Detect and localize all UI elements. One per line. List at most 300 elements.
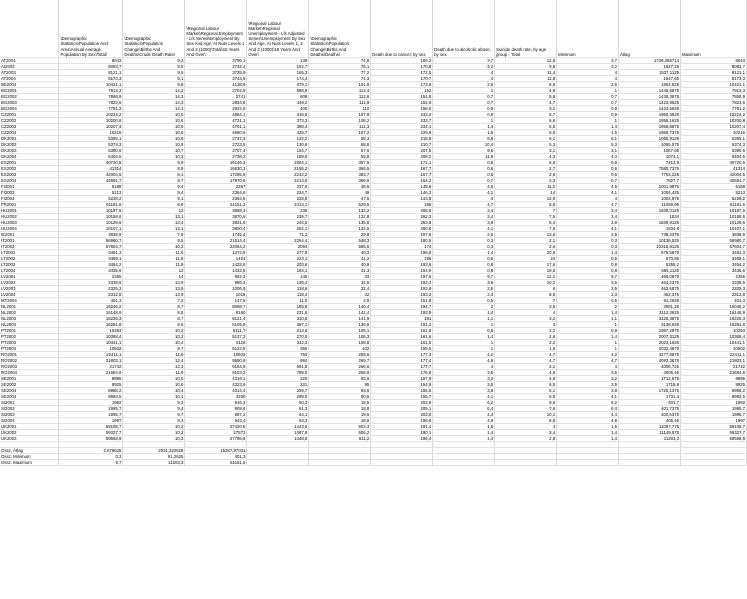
data-cell[interactable]: 4,9 [495, 88, 557, 94]
data-cell[interactable]: 74,8 [309, 58, 371, 64]
data-cell[interactable]: 40,9 [309, 262, 371, 268]
data-cell[interactable]: 132,2 [309, 208, 371, 214]
data-cell[interactable]: 2338,6 [681, 280, 747, 286]
data-cell[interactable]: 2312,8 [59, 292, 123, 298]
data-cell[interactable]: 5213 [681, 190, 747, 196]
data-cell[interactable]: 7580,7375 [619, 166, 681, 172]
data-cell[interactable]: 270,5 [247, 334, 309, 340]
data-cell[interactable]: 3081,25 [619, 304, 681, 310]
data-cell[interactable]: 233,2 [371, 112, 433, 118]
data-cell[interactable]: 61,3 [247, 406, 309, 412]
data-cell[interactable]: 8160 [185, 310, 247, 316]
summary-cell[interactable] [371, 460, 433, 466]
header-cell[interactable]: Átlag [619, 0, 681, 58]
data-cell[interactable]: 58,6 [309, 142, 371, 148]
data-cell[interactable]: 0,8 [433, 268, 495, 274]
data-cell[interactable]: 3868,3 [185, 208, 247, 214]
data-cell[interactable]: 6,1 [557, 136, 619, 142]
data-cell[interactable]: 8,5 [123, 322, 185, 328]
data-cell[interactable]: 4314,4 [185, 388, 247, 394]
data-cell[interactable]: 3,8 [557, 388, 619, 394]
summary-cell[interactable]: 15287,97031 [185, 448, 247, 454]
data-cell[interactable]: 5228,2 [59, 196, 123, 202]
header-cell[interactable]: \Regional Labour Market\Regional Employment - Lfs Series\Employment By Sex And Age, At Nuts Levels 1 And 2 (1000)\Total\15 Years And Over\ [185, 0, 247, 58]
data-cell[interactable]: 185,8 [247, 304, 309, 310]
data-cell[interactable]: 4 [557, 364, 619, 370]
row-label-cell[interactable]: LV2001 [0, 274, 59, 280]
data-cell[interactable]: 11,9 [433, 154, 495, 160]
data-cell[interactable]: 14,3 [123, 100, 185, 106]
data-cell[interactable]: 2,5 [433, 286, 495, 292]
data-cell[interactable]: 10136,525 [619, 238, 681, 244]
data-cell[interactable]: 61181,6 [681, 202, 747, 208]
data-cell[interactable]: 152 [371, 88, 433, 94]
data-cell[interactable]: 373,3 [247, 118, 309, 124]
data-cell[interactable]: 2737,3 [185, 136, 247, 142]
data-cell[interactable]: 5,3 [495, 142, 557, 148]
data-cell[interactable]: 2738,2 [185, 154, 247, 160]
data-cell[interactable]: 208,2 [371, 154, 433, 160]
data-cell[interactable]: 3735,9 [185, 70, 247, 76]
data-cell[interactable]: 3,2 [557, 64, 619, 70]
header-cell[interactable]: Death due to alcoholic abuse, by sex [433, 0, 495, 58]
data-cell[interactable]: 136,6 [309, 322, 371, 328]
data-cell[interactable]: 197,6 [371, 274, 433, 280]
data-cell[interactable]: 234,1 [371, 124, 433, 130]
data-cell[interactable]: 33 [309, 274, 371, 280]
data-cell[interactable]: 11149,975 [619, 430, 681, 436]
data-cell[interactable]: 1,5 [433, 424, 495, 430]
data-cell[interactable]: 4,1 [557, 394, 619, 400]
data-cell[interactable]: 1001,9875 [619, 184, 681, 190]
data-cell[interactable]: 5188 [681, 184, 747, 190]
data-cell[interactable]: 1 [557, 346, 619, 352]
summary-cell[interactable] [433, 460, 495, 466]
data-cell[interactable]: 9,7 [433, 274, 495, 280]
data-cell[interactable]: 2,3 [433, 292, 495, 298]
data-cell[interactable]: 108,8 [309, 340, 371, 346]
summary-cell[interactable] [495, 460, 557, 466]
data-cell[interactable]: 8 [495, 286, 557, 292]
header-cell[interactable]: \Demographic Statistics\Population And Area\Annual Average Population By Sex\Total\ [59, 0, 123, 58]
row-label-cell[interactable]: ES2003 [0, 172, 59, 178]
data-cell[interactable]: 10,9 [123, 124, 185, 130]
data-cell[interactable]: 4,7 [495, 100, 557, 106]
data-cell[interactable]: 40720,5 [681, 160, 747, 166]
row-label-cell[interactable]: DK2003 [0, 148, 59, 154]
data-cell[interactable]: 107,8 [309, 112, 371, 118]
data-cell[interactable]: 146,3 [371, 190, 433, 196]
data-cell[interactable]: 41314 [59, 166, 123, 172]
data-cell[interactable]: 4318,1 [185, 376, 247, 382]
data-cell[interactable]: 2 [433, 304, 495, 310]
data-cell[interactable]: 464,2375 [619, 280, 681, 286]
data-cell[interactable]: 401,3 [681, 298, 747, 304]
data-cell[interactable]: 4 [433, 196, 495, 202]
data-cell[interactable]: 10,1 [495, 412, 557, 418]
data-cell[interactable]: 529,5 [309, 202, 371, 208]
data-cell[interactable]: 57604,7 [681, 244, 747, 250]
data-cell[interactable]: 398,4 [247, 124, 309, 130]
data-cell[interactable]: 1432,6 [185, 262, 247, 268]
data-cell[interactable]: 7 [495, 208, 557, 214]
data-cell[interactable]: 8083,7 [681, 64, 747, 70]
row-label-cell[interactable]: CZ2003 [0, 124, 59, 130]
data-cell[interactable]: 10224,2 [59, 112, 123, 118]
data-cell[interactable]: 2355 [681, 274, 747, 280]
data-cell[interactable]: 0,3 [557, 238, 619, 244]
data-cell[interactable]: 3,6 [557, 280, 619, 286]
data-cell[interactable]: 1987,2875 [619, 328, 681, 334]
data-cell[interactable]: 0,6 [433, 172, 495, 178]
data-cell[interactable]: 1995,7 [681, 412, 747, 418]
data-cell[interactable]: 16281,8 [681, 322, 747, 328]
data-cell[interactable]: 357,6 [309, 160, 371, 166]
data-cell[interactable]: 3,9 [557, 220, 619, 226]
data-cell[interactable]: 3,2 [433, 64, 495, 70]
data-cell[interactable]: 8173,3 [681, 76, 747, 82]
data-cell[interactable]: 369,6 [309, 178, 371, 184]
data-cell[interactable]: 180,5 [371, 238, 433, 244]
data-cell[interactable]: 161,5 [371, 340, 433, 346]
data-cell[interactable]: 5,6 [495, 202, 557, 208]
data-cell[interactable]: 174 [371, 244, 433, 250]
data-cell[interactable]: 4093,3875 [619, 358, 681, 364]
data-cell[interactable]: 139 [247, 58, 309, 64]
data-cell[interactable]: 9,1 [123, 76, 185, 82]
data-cell[interactable]: 10,2 [123, 424, 185, 430]
data-cell[interactable]: 7,6 [495, 406, 557, 412]
data-cell[interactable]: 17,6 [495, 262, 557, 268]
data-cell[interactable]: 20,9 [495, 250, 557, 256]
data-cell[interactable]: 387,1 [247, 322, 309, 328]
data-cell[interactable]: 21684,9 [681, 370, 747, 376]
row-label-cell[interactable]: HU2004 [0, 226, 59, 232]
data-cell[interactable]: 1448,8 [247, 436, 309, 442]
data-cell[interactable]: 7763,225 [619, 172, 681, 178]
summary-cell[interactable] [681, 460, 747, 466]
data-cell[interactable]: 1995,7 [59, 412, 123, 418]
data-cell[interactable]: 5137,3 [185, 334, 247, 340]
data-cell[interactable]: 12,4 [123, 358, 185, 364]
data-cell[interactable]: 586,5 [309, 244, 371, 250]
data-cell[interactable]: 27573 [185, 430, 247, 436]
data-cell[interactable]: 3469,1 [59, 256, 123, 262]
data-cell[interactable]: 2364,6 [185, 190, 247, 196]
data-cell[interactable]: 2834,8 [185, 100, 247, 106]
data-cell[interactable]: 0,7 [433, 100, 495, 106]
data-cell[interactable]: 1487,8 [247, 430, 309, 436]
data-cell[interactable]: 2032,4875 [619, 346, 681, 352]
data-cell[interactable]: 10200,8 [59, 118, 123, 124]
data-cell[interactable]: 10,2 [123, 334, 185, 340]
data-cell[interactable]: 64,1 [247, 412, 309, 418]
data-cell[interactable]: 10158,6 [681, 214, 747, 220]
data-cell[interactable]: 1423,5625 [619, 106, 681, 112]
data-cell[interactable]: 191,4 [371, 424, 433, 430]
data-cell[interactable]: 8043 [681, 58, 747, 64]
data-cell[interactable]: 57,6 [309, 148, 371, 154]
data-cell[interactable]: 93,8 [309, 376, 371, 382]
data-cell[interactable]: 2,3 [557, 292, 619, 298]
data-cell[interactable]: 10,4 [123, 388, 185, 394]
data-cell[interactable]: 13,5 [495, 232, 557, 238]
data-cell[interactable]: 3,5 [433, 370, 495, 376]
data-cell[interactable]: 2325,3 [59, 286, 123, 292]
data-cell[interactable]: 3900,4 [185, 226, 247, 232]
data-cell[interactable]: 7 [495, 298, 557, 304]
data-cell[interactable]: 8,9 [123, 202, 185, 208]
data-cell[interactable]: 4 [557, 76, 619, 82]
data-cell[interactable]: 58,3 [309, 136, 371, 142]
data-cell[interactable]: 9,5 [123, 64, 185, 70]
data-cell[interactable]: 10315,8125 [619, 244, 681, 250]
row-label-cell[interactable]: UK2003 [0, 436, 59, 442]
data-cell[interactable]: 21742 [681, 364, 747, 370]
row-label-cell[interactable]: UK2001 [0, 424, 59, 430]
data-cell[interactable]: 5374,3 [681, 142, 747, 148]
data-cell[interactable]: 3,4 [495, 430, 557, 436]
data-cell[interactable]: 10,4 [123, 340, 185, 346]
data-cell[interactable]: 8925 [59, 382, 123, 388]
data-cell[interactable]: 449,2 [247, 100, 309, 106]
data-cell[interactable]: 252,1 [247, 226, 309, 232]
data-cell[interactable]: 1065,9125 [619, 136, 681, 142]
data-cell[interactable]: 3870,6 [185, 214, 247, 220]
data-cell[interactable]: 10,2 [495, 280, 557, 286]
data-cell[interactable]: 2213,6 [247, 178, 309, 184]
data-cell[interactable]: 6,6 [433, 136, 495, 142]
data-cell[interactable]: 3838,9 [59, 232, 123, 238]
data-cell[interactable]: 3481,3 [59, 250, 123, 256]
data-cell[interactable]: 3,5 [433, 382, 495, 388]
data-cell[interactable]: 6,5 [495, 124, 557, 130]
data-cell[interactable]: 2723,5 [185, 142, 247, 148]
data-cell[interactable]: 5118 [185, 340, 247, 346]
data-cell[interactable]: 191 [371, 316, 433, 322]
data-cell[interactable]: 13,1 [123, 214, 185, 220]
data-cell[interactable]: 110 [309, 106, 371, 112]
data-cell[interactable]: 14,1 [123, 106, 185, 112]
data-cell[interactable]: 7,8 [123, 232, 185, 238]
data-cell[interactable]: 56980,7 [59, 238, 123, 244]
data-cell[interactable]: 76,1 [309, 64, 371, 70]
data-cell[interactable]: 17295,9 [185, 172, 247, 178]
data-cell[interactable]: 0,5 [557, 298, 619, 304]
data-cell[interactable]: 10421,1 [681, 82, 747, 88]
data-cell[interactable]: 5188 [59, 184, 123, 190]
data-cell[interactable]: 884 [247, 358, 309, 364]
data-cell[interactable]: 4,7 [495, 358, 557, 364]
data-cell[interactable]: 164,2 [371, 178, 433, 184]
data-cell[interactable]: 1 [433, 118, 495, 124]
header-cell[interactable]: Maximum [681, 0, 747, 58]
data-cell[interactable]: 42691,7 [681, 178, 747, 184]
data-cell[interactable]: 4,8 [433, 418, 495, 424]
data-cell[interactable]: 10,9 [123, 136, 185, 142]
summary-cell[interactable] [247, 460, 309, 466]
data-cell[interactable]: 112,4 [309, 88, 371, 94]
data-cell[interactable]: 11,6 [123, 250, 185, 256]
data-cell[interactable]: 132,5 [309, 226, 371, 232]
data-cell[interactable]: 14,3 [123, 94, 185, 100]
data-cell[interactable]: 152,5 [371, 100, 433, 106]
data-cell[interactable]: 2702,8 [185, 88, 247, 94]
data-cell[interactable]: 1438,3875 [619, 94, 681, 100]
data-cell[interactable]: 738,3375 [619, 232, 681, 238]
row-label-cell[interactable]: ES2004 [0, 178, 59, 184]
data-cell[interactable]: 3743,9 [185, 76, 247, 82]
data-cell[interactable]: 1004,425 [619, 190, 681, 196]
data-cell[interactable]: 41,3 [309, 268, 371, 274]
data-cell[interactable]: 1,4 [557, 334, 619, 340]
data-cell[interactable]: 1997 [681, 418, 747, 424]
data-cell[interactable]: 152,7 [247, 64, 309, 70]
data-cell[interactable]: 0,7 [557, 178, 619, 184]
row-label-cell[interactable]: SE2004 [0, 388, 59, 394]
header-cell[interactable] [0, 0, 59, 58]
data-cell[interactable]: 258,9 [309, 370, 371, 376]
data-cell[interactable]: 42691,7 [59, 178, 123, 184]
data-cell[interactable]: 21514,4 [185, 238, 247, 244]
data-cell[interactable]: 5390,6 [59, 148, 123, 154]
data-cell[interactable]: 1065,575 [619, 142, 681, 148]
data-cell[interactable]: 2,2 [495, 340, 557, 346]
data-cell[interactable]: 13,9 [123, 286, 185, 292]
data-cell[interactable]: 41314 [681, 166, 747, 172]
data-cell[interactable]: 135,4 [247, 280, 309, 286]
data-cell[interactable]: 3,2 [433, 376, 495, 382]
row-label-cell[interactable]: AT2001 [0, 58, 59, 64]
data-cell[interactable]: 1,4 [433, 250, 495, 256]
data-cell[interactable]: 4,4 [433, 412, 495, 418]
data-cell[interactable]: 3,7 [433, 58, 495, 64]
data-cell[interactable]: 56980,7 [681, 238, 747, 244]
data-cell[interactable]: 7913,3 [681, 88, 747, 94]
data-cell[interactable]: 170,8 [371, 64, 433, 70]
data-cell[interactable]: 462,375 [619, 292, 681, 298]
data-cell[interactable]: 263,8 [371, 220, 433, 226]
data-cell[interactable]: 223,1 [247, 256, 309, 262]
data-cell[interactable]: 299,5 [247, 394, 309, 400]
data-cell[interactable]: 32 [309, 292, 371, 298]
data-cell[interactable]: 379,1 [247, 82, 309, 88]
data-cell[interactable]: 609 [247, 94, 309, 100]
data-cell[interactable]: 1423,9625 [619, 100, 681, 106]
row-label-cell[interactable]: SI2002 [0, 406, 59, 412]
row-label-cell[interactable]: AT2003 [0, 70, 59, 76]
data-cell[interactable]: 8993,5 [681, 394, 747, 400]
data-cell[interactable]: 112,6 [309, 94, 371, 100]
data-cell[interactable]: 8043 [59, 58, 123, 64]
data-cell[interactable]: 102 [309, 346, 371, 352]
data-cell[interactable]: 22411,1 [681, 352, 747, 358]
data-cell[interactable]: 416,5 [247, 112, 309, 118]
data-cell[interactable]: 16046,2 [59, 304, 123, 310]
data-cell[interactable]: 1745,4 [185, 232, 247, 238]
data-cell[interactable]: 0,7 [433, 94, 495, 100]
data-cell[interactable]: 2,6 [495, 172, 557, 178]
data-cell[interactable]: 4 [495, 310, 557, 316]
data-cell[interactable]: 2,1 [495, 238, 557, 244]
data-cell[interactable]: 42004,5 [59, 172, 123, 178]
data-cell[interactable]: 3,5 [557, 382, 619, 388]
data-cell[interactable]: 1018 [185, 292, 247, 298]
data-cell[interactable]: 177,3 [371, 352, 433, 358]
data-cell[interactable]: 0,3 [433, 238, 495, 244]
data-cell[interactable]: 233,7 [371, 118, 433, 124]
data-cell[interactable]: 2413,1 [247, 202, 309, 208]
data-cell[interactable]: 165,3 [247, 70, 309, 76]
row-label-cell[interactable]: FI2004 [0, 196, 59, 202]
data-cell[interactable]: 10,1 [123, 394, 185, 400]
data-cell[interactable]: 4 [495, 424, 557, 430]
data-cell[interactable]: 799,5 [247, 370, 309, 376]
data-cell[interactable]: 169,2 [371, 58, 433, 64]
row-label-cell[interactable]: CZ2004 [0, 130, 59, 136]
data-cell[interactable]: 405,45 [619, 418, 681, 424]
data-cell[interactable]: 6,1 [495, 388, 557, 394]
data-cell[interactable]: 205,1 [371, 406, 433, 412]
summary-cell[interactable] [309, 460, 371, 466]
data-cell[interactable]: 19,6 [495, 268, 557, 274]
summary-cell[interactable]: 2931,322628 [123, 448, 185, 454]
data-cell[interactable]: 1,4 [557, 430, 619, 436]
data-cell[interactable]: 167,7 [371, 166, 433, 172]
data-cell[interactable]: 8,9 [123, 166, 185, 172]
data-cell[interactable]: 688,9 [247, 88, 309, 94]
data-cell[interactable]: 1 [557, 88, 619, 94]
data-cell[interactable]: 7927,7 [619, 178, 681, 184]
data-cell[interactable]: 1731,4 [619, 394, 681, 400]
data-cell[interactable]: 171,1 [371, 160, 433, 166]
data-cell[interactable]: 8121,1 [681, 70, 747, 76]
data-cell[interactable]: 1 [433, 322, 495, 328]
data-cell[interactable]: 1,4 [557, 124, 619, 130]
data-cell[interactable]: 4 [433, 76, 495, 82]
data-cell[interactable]: 2,7 [495, 166, 557, 172]
data-cell[interactable]: 24151,2 [185, 202, 247, 208]
data-cell[interactable]: 132,2 [247, 136, 309, 142]
data-cell[interactable]: 193,2 [371, 292, 433, 298]
data-cell[interactable]: 897,2 [185, 412, 247, 418]
data-cell[interactable]: 8958,2 [59, 388, 123, 394]
data-cell[interactable]: 29,8 [309, 232, 371, 238]
data-cell[interactable]: 203,6 [247, 262, 309, 268]
data-cell[interactable]: 193,9 [371, 286, 433, 292]
data-cell[interactable]: 401,3 [59, 298, 123, 304]
data-cell[interactable]: 12 [123, 268, 185, 274]
data-cell[interactable]: 101,9 [309, 82, 371, 88]
data-cell[interactable]: 3,4 [433, 208, 495, 214]
data-cell[interactable]: 239,7 [247, 214, 309, 220]
data-cell[interactable]: 2,5 [557, 286, 619, 292]
data-cell[interactable]: 71,2 [247, 232, 309, 238]
data-cell[interactable]: 1960,3625 [619, 112, 681, 118]
data-cell[interactable]: 11,5 [247, 298, 309, 304]
data-cell[interactable]: 962,3 [185, 274, 247, 280]
data-cell[interactable]: 1725,1375 [619, 388, 681, 394]
summary-cell[interactable]: 61181,6 [185, 460, 247, 466]
data-cell[interactable]: 6,4 [557, 406, 619, 412]
data-cell[interactable]: 2023,1625 [619, 340, 681, 346]
data-cell[interactable]: 14 [123, 274, 185, 280]
data-cell[interactable]: 218,8 [371, 136, 433, 142]
data-cell[interactable]: 8121,4 [185, 316, 247, 322]
data-cell[interactable]: 9154,9 [185, 364, 247, 370]
data-cell[interactable]: 106,3 [309, 334, 371, 340]
data-cell[interactable]: 750 [247, 352, 309, 358]
